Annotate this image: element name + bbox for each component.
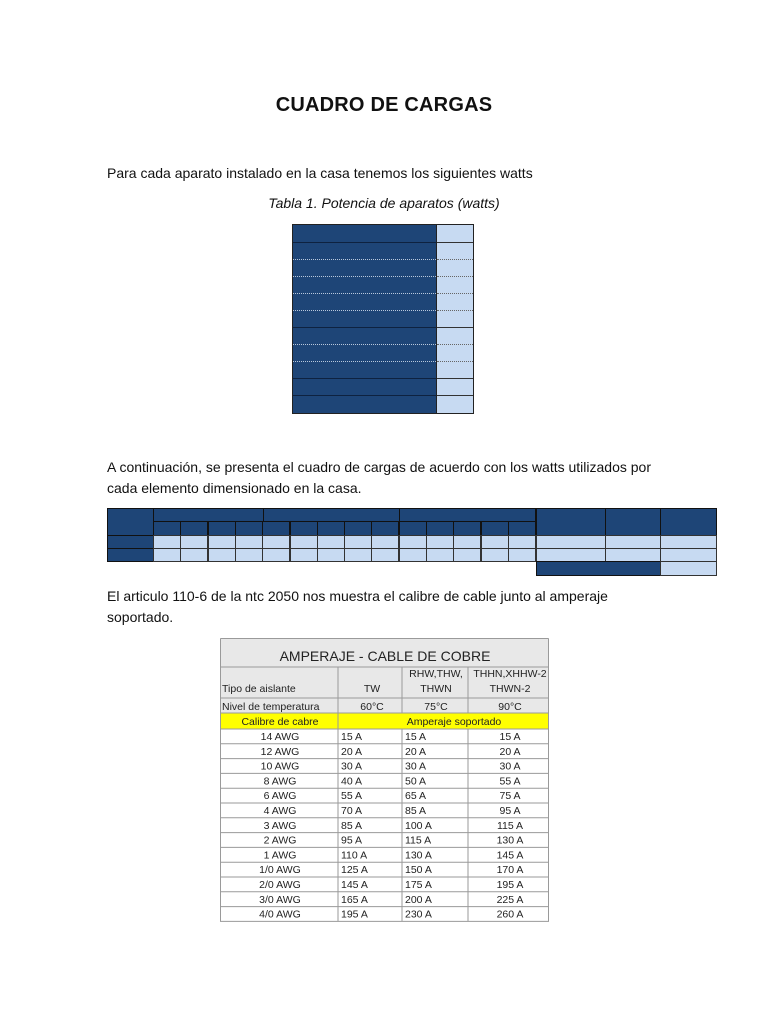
table1-row-line [437, 242, 473, 243]
load-chart-divider [399, 508, 400, 522]
load-chart-row-label [107, 535, 154, 549]
load-chart-group-header [153, 508, 536, 522]
gauge-cell: 3/0 AWG [259, 893, 301, 906]
appliance-name-column [293, 225, 437, 413]
load-chart-value-cell [235, 535, 263, 549]
rhw-amp-cell: 130 A [405, 849, 432, 862]
table1-row-line [293, 293, 436, 294]
temp-label: Nivel de temperatura [222, 701, 320, 713]
tw-label: TW [363, 683, 381, 695]
rhw-amp-cell: 175 A [405, 879, 432, 891]
load-chart-subheader [262, 521, 290, 536]
hdr-rhw-line1: RHW,THW, [409, 668, 463, 680]
load-chart-paragraph: A continuación, se presenta el cuadro de cargas de acuerdo con los watts utilizados por cada elemento dimensionado en la casa. [107, 459, 651, 496]
thhn-amp-cell: 130 A [496, 834, 524, 847]
load-chart-value-cell [536, 548, 606, 562]
tw-amp-cell: 165 A [341, 893, 368, 906]
hdr-thhn-line1: THHN,XHHW-2 [473, 668, 547, 680]
load-chart-subheader [371, 521, 399, 536]
load-chart-value-cell [453, 548, 481, 562]
rhw-amp-cell: 50 A [405, 775, 427, 788]
thhn-amp-cell: 145 A [496, 849, 524, 862]
amperage-copper-cable-table [220, 638, 549, 922]
load-chart-value-cell [605, 535, 661, 549]
gauge-cell: 8 AWG [263, 775, 297, 788]
load-chart-value-cell [399, 535, 427, 549]
table1-row-line [437, 327, 473, 328]
load-chart-subheader [153, 521, 181, 536]
rhw-amp-cell: 100 A [405, 819, 432, 832]
thhn-amp-cell: 195 A [496, 879, 524, 891]
table1-row-line [437, 378, 473, 379]
gauge-cell: 2/0 AWG [259, 879, 301, 891]
rhw-amp-cell: 115 A [405, 834, 432, 847]
appliance-watts-column [437, 225, 473, 413]
load-chart-header-cell [536, 508, 606, 536]
thhn-amp-cell: 55 A [499, 775, 521, 788]
table1-row-line [293, 344, 436, 345]
rhw-amp-cell: 15 A [405, 731, 427, 743]
tw-amp-cell: 145 A [341, 879, 368, 891]
table1-row-line [437, 361, 473, 362]
table1-row-line [437, 259, 473, 260]
tw-amp-cell: 55 A [341, 790, 363, 803]
table1-caption: Tabla 1. Potencia de aparatos (watts) [268, 195, 500, 211]
load-chart-value-cell [153, 535, 181, 549]
appliance-power-table [292, 224, 474, 414]
load-chart-value-cell [344, 548, 372, 562]
load-chart-value-cell [262, 548, 290, 562]
rhw-amp-cell: 85 A [405, 805, 427, 817]
table1-row-line [437, 395, 473, 396]
insulation-label: Tipo de aislante [222, 683, 296, 695]
load-chart-value-cell [208, 548, 236, 562]
load-chart-value-cell [426, 548, 454, 562]
thhn-amp-cell: 20 A [499, 745, 521, 758]
table1-row-line [437, 276, 473, 277]
tw-amp-cell: 110 A [341, 849, 368, 862]
rhw-amp-cell: 150 A [405, 864, 432, 877]
load-chart-value-cell [235, 548, 263, 562]
load-chart-value-cell [426, 535, 454, 549]
temp-75: 75°C [424, 701, 448, 713]
load-chart-value-cell [453, 535, 481, 549]
load-chart-subheader [180, 521, 208, 536]
table1-row-line [293, 310, 436, 311]
load-chart-value-cell [660, 535, 717, 549]
load-chart-subheader [317, 521, 345, 536]
table1-row-line [293, 242, 436, 243]
rhw-amp-cell: 65 A [405, 790, 427, 803]
table1-row-line [293, 361, 436, 362]
tw-amp-cell: 95 A [341, 834, 363, 847]
tw-amp-cell: 40 A [341, 775, 363, 788]
load-chart-subheader [399, 521, 427, 536]
gauge-header: Calibre de cabre [241, 716, 319, 728]
load-chart-value-cell [660, 548, 717, 562]
table1-row-line [293, 378, 436, 379]
page-title: CUADRO DE CARGAS [275, 94, 493, 116]
load-chart-subheader [481, 521, 509, 536]
gauge-cell: 12 AWG [260, 745, 300, 758]
tw-amp-cell: 125 A [341, 864, 368, 877]
load-chart-value-cell [208, 535, 236, 549]
load-chart-value-cell [536, 535, 606, 549]
load-chart-value-cell [605, 548, 661, 562]
load-chart-subheader [426, 521, 454, 536]
hdr-rhw-line2: THWN [420, 683, 452, 695]
gauge-cell: 1 AWG [263, 849, 297, 862]
load-chart-header-cell [605, 508, 661, 536]
load-chart-subheader [235, 521, 263, 536]
load-chart-value-cell [262, 535, 290, 549]
tw-amp-cell: 30 A [341, 760, 363, 773]
table1-row-line [293, 395, 436, 396]
load-chart-value-cell [317, 548, 345, 562]
amp-header: Amperaje soportado [406, 716, 502, 728]
hdr-thhn-line2: THWN-2 [489, 683, 531, 695]
tw-amp-cell: 85 A [341, 819, 363, 832]
load-chart-subheader [508, 521, 536, 536]
table1-row-line [293, 259, 436, 260]
gauge-cell: 10 AWG [260, 760, 300, 773]
load-chart-value-cell [344, 535, 372, 549]
table1-row-line [437, 344, 473, 345]
rhw-amp-cell: 30 A [405, 760, 427, 773]
thhn-amp-cell: 75 A [499, 790, 521, 803]
temp-90: 90°C [498, 701, 522, 713]
load-chart-header-cell [107, 508, 154, 536]
table1-row-line [437, 310, 473, 311]
table1-row-line [293, 327, 436, 328]
load-chart-value-cell [508, 548, 536, 562]
tw-amp-cell: 20 A [341, 745, 363, 758]
gauge-cell: 2 AWG [263, 834, 297, 847]
load-chart-header-cell [660, 508, 717, 536]
gauge-cell: 14 AWG [260, 731, 300, 743]
load-chart-value-cell [399, 548, 427, 562]
tw-amp-cell: 15 A [341, 731, 363, 743]
load-chart-table [107, 508, 717, 576]
load-chart-value-cell [481, 535, 509, 549]
thhn-amp-cell: 170 A [496, 864, 524, 877]
thhn-amp-cell: 95 A [499, 805, 521, 817]
load-chart-subheader [208, 521, 236, 536]
thhn-amp-cell: 30 A [499, 760, 521, 773]
rhw-amp-cell: 200 A [405, 893, 432, 906]
gauge-cell: 4 AWG [263, 805, 297, 817]
rhw-amp-cell: 230 A [405, 908, 432, 921]
load-chart-value-cell [153, 548, 181, 562]
tw-amp-cell: 195 A [341, 908, 368, 921]
tw-amp-cell: 70 A [341, 805, 363, 817]
load-chart-value-cell [317, 535, 345, 549]
thhn-amp-cell: 15 A [499, 731, 521, 743]
load-chart-value-cell [290, 548, 318, 562]
table1-row-line [293, 276, 436, 277]
thhn-amp-cell: 225 A [496, 893, 524, 906]
load-chart-value-cell [371, 535, 399, 549]
load-chart-value-cell [508, 535, 536, 549]
gauge-cell: 1/0 AWG [259, 864, 301, 877]
load-chart-divider [263, 508, 264, 522]
load-chart-value-cell [371, 548, 399, 562]
load-chart-value-cell [481, 548, 509, 562]
load-chart-total-label [536, 561, 661, 576]
rhw-amp-cell: 20 A [405, 745, 427, 758]
thhn-amp-cell: 115 A [496, 819, 524, 832]
load-chart-subheader [344, 521, 372, 536]
load-chart-total-value [660, 561, 717, 576]
gauge-cell: 6 AWG [263, 790, 297, 803]
thhn-amp-cell: 260 A [496, 908, 524, 921]
gauge-cell: 4/0 AWG [259, 908, 301, 921]
load-chart-row-label [107, 548, 154, 562]
table1-row-line [437, 293, 473, 294]
intro-paragraph: Para cada aparato instalado en la casa tenemos los siguientes watts [107, 165, 533, 181]
load-chart-value-cell [180, 535, 208, 549]
ntc-paragraph: El articulo 110-6 de la ntc 2050 nos muestra el calibre de cable junto al amperaje soportado. [107, 588, 608, 625]
temp-60: 60°C [360, 701, 384, 713]
load-chart-subheader [453, 521, 481, 536]
gauge-cell: 3 AWG [263, 819, 297, 832]
load-chart-value-cell [290, 535, 318, 549]
load-chart-subheader [290, 521, 318, 536]
load-chart-value-cell [180, 548, 208, 562]
amp-title: AMPERAJE - CABLE DE COBRE [279, 648, 491, 664]
